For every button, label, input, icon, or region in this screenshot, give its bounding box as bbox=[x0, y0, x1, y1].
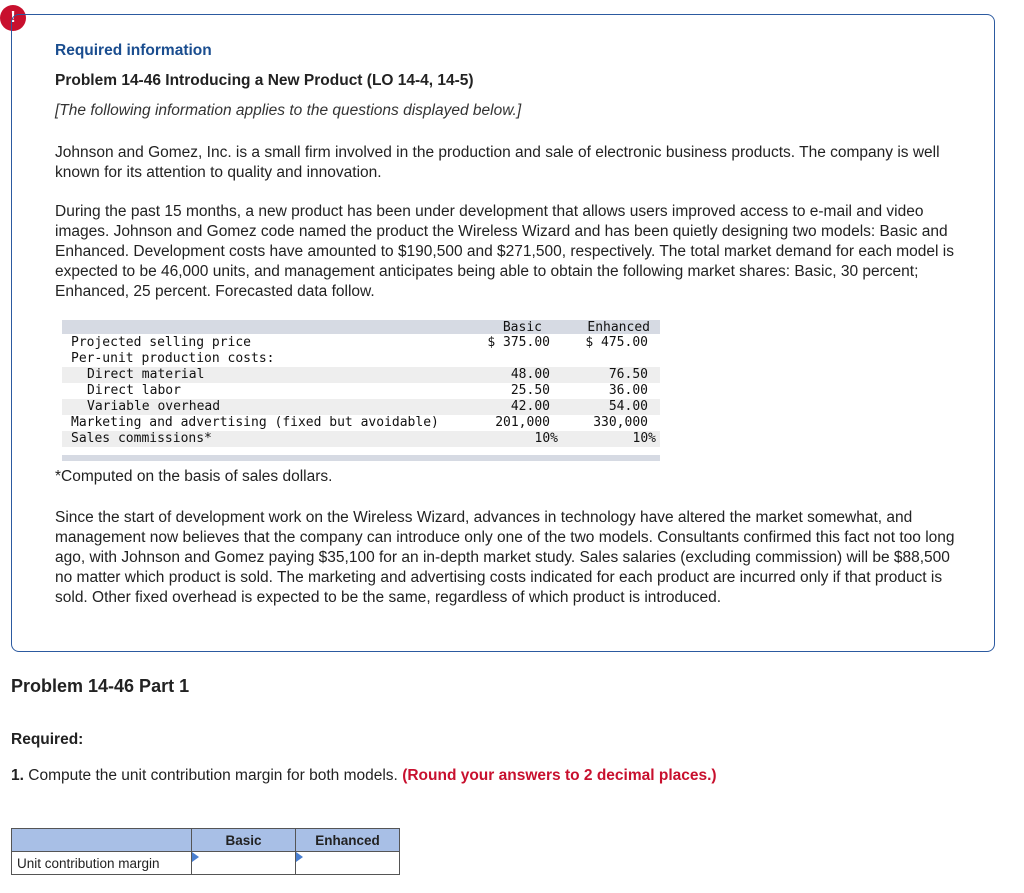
table-row bbox=[62, 351, 660, 367]
question-text: Compute the unit contribution margin for both models. bbox=[28, 767, 398, 784]
answer-row-label: Unit contribution margin bbox=[12, 852, 192, 875]
answer-header-row bbox=[12, 829, 400, 852]
header-basic: Basic bbox=[502, 320, 542, 335]
alert-icon: ! bbox=[0, 5, 26, 31]
input-marker-icon bbox=[192, 852, 199, 862]
row-label: Per-unit production costs: bbox=[71, 351, 275, 366]
rounding-hint: (Round your answers to 2 decimal places.) bbox=[402, 767, 717, 784]
table-bottom-band bbox=[62, 455, 660, 461]
required-label: Required: bbox=[11, 731, 84, 748]
row-label: Variable overhead bbox=[87, 399, 221, 414]
table-row bbox=[62, 399, 660, 415]
row-label: Projected selling price bbox=[71, 335, 252, 350]
basic-value: 25.50 bbox=[510, 383, 550, 398]
table-row bbox=[62, 383, 660, 399]
row-label: Marketing and advertising (fixed but avoidable) bbox=[71, 415, 439, 430]
basic-answer-input[interactable] bbox=[192, 852, 295, 874]
table-row bbox=[62, 415, 660, 431]
footnote: *Computed on the basis of sales dollars. bbox=[55, 468, 333, 485]
answer-row bbox=[12, 852, 400, 875]
problem-title: Problem 14-46 Introducing a New Product (LO 14-4, 14-5) bbox=[55, 72, 474, 89]
answer-header-basic: Basic bbox=[192, 829, 296, 852]
enhanced-value: 54.00 bbox=[608, 399, 648, 414]
market-paragraph: Since the start of development work on the Wireless Wizard, advances in technology have altered the market somewhat, and management now believes that the company can introduce only one of the two models. Consultants confirmed this fact not too long ago, with Johnson and Gomez paying $35,100 for an in-depth market study. Sales salaries (excluding commission) will be $88,500 no matter which product is sold. The marketing and advertising costs indicated for each product are incurred only if that product is sold. Other fixed overhead is expected to be the same, regardless of which product is introduced. bbox=[55, 509, 955, 606]
basic-value: 201,000 bbox=[495, 415, 550, 430]
answer-header-enhanced: Enhanced bbox=[296, 829, 400, 852]
basic-value: 42.00 bbox=[510, 399, 550, 414]
answer-table bbox=[11, 828, 400, 875]
enhanced-answer-input[interactable] bbox=[296, 852, 399, 874]
development-paragraph: During the past 15 months, a new product has been under development that allows users improved access to e-mail and video images. Johnson and Gomez code named the product the Wireless Wizard and has been quietly designing two models: Basic and Enhanced. Development costs have amounted to $190,500 and $271,500, respectively. The total market demand for each model is expected to be 46,000 units, and management anticipates being able to obtain the following market shares: Basic, 30 percent; Enhanced, 25 percent. Forecasted data follow. bbox=[55, 203, 954, 300]
question bbox=[11, 767, 717, 785]
table-row bbox=[62, 335, 660, 351]
table-row bbox=[62, 367, 660, 383]
enhanced-value: 36.00 bbox=[608, 383, 648, 398]
enhanced-value: 76.50 bbox=[608, 367, 648, 382]
enhanced-value: 10% bbox=[632, 431, 656, 446]
applies-note: [The following information applies to the questions displayed below.] bbox=[55, 102, 522, 119]
info-title: Required information bbox=[55, 42, 212, 59]
table-row bbox=[62, 431, 660, 447]
basic-value: 10% bbox=[534, 431, 558, 446]
question-number: 1. bbox=[11, 767, 24, 784]
enhanced-value: $ 475.00 bbox=[585, 335, 648, 350]
basic-value: 48.00 bbox=[510, 367, 550, 382]
intro-paragraph: Johnson and Gomez, Inc. is a small firm involved in the production and sale of electronic business products. The company is well known for its attention to quality and innovation. bbox=[55, 144, 940, 181]
row-label: Sales commissions* bbox=[71, 431, 212, 446]
input-marker-icon bbox=[296, 852, 303, 862]
basic-answer-cell[interactable] bbox=[192, 852, 296, 875]
blank-header-cell bbox=[12, 829, 192, 852]
enhanced-value: 330,000 bbox=[593, 415, 648, 430]
forecast-data-table bbox=[62, 320, 660, 462]
part-title: Problem 14-46 Part 1 bbox=[11, 676, 190, 696]
enhanced-answer-cell[interactable] bbox=[296, 852, 400, 875]
table-header-row bbox=[62, 320, 660, 336]
row-label: Direct labor bbox=[87, 383, 181, 398]
header-enhanced: Enhanced bbox=[587, 320, 650, 335]
row-label: Direct material bbox=[87, 367, 205, 382]
basic-value: $ 375.00 bbox=[487, 335, 550, 350]
